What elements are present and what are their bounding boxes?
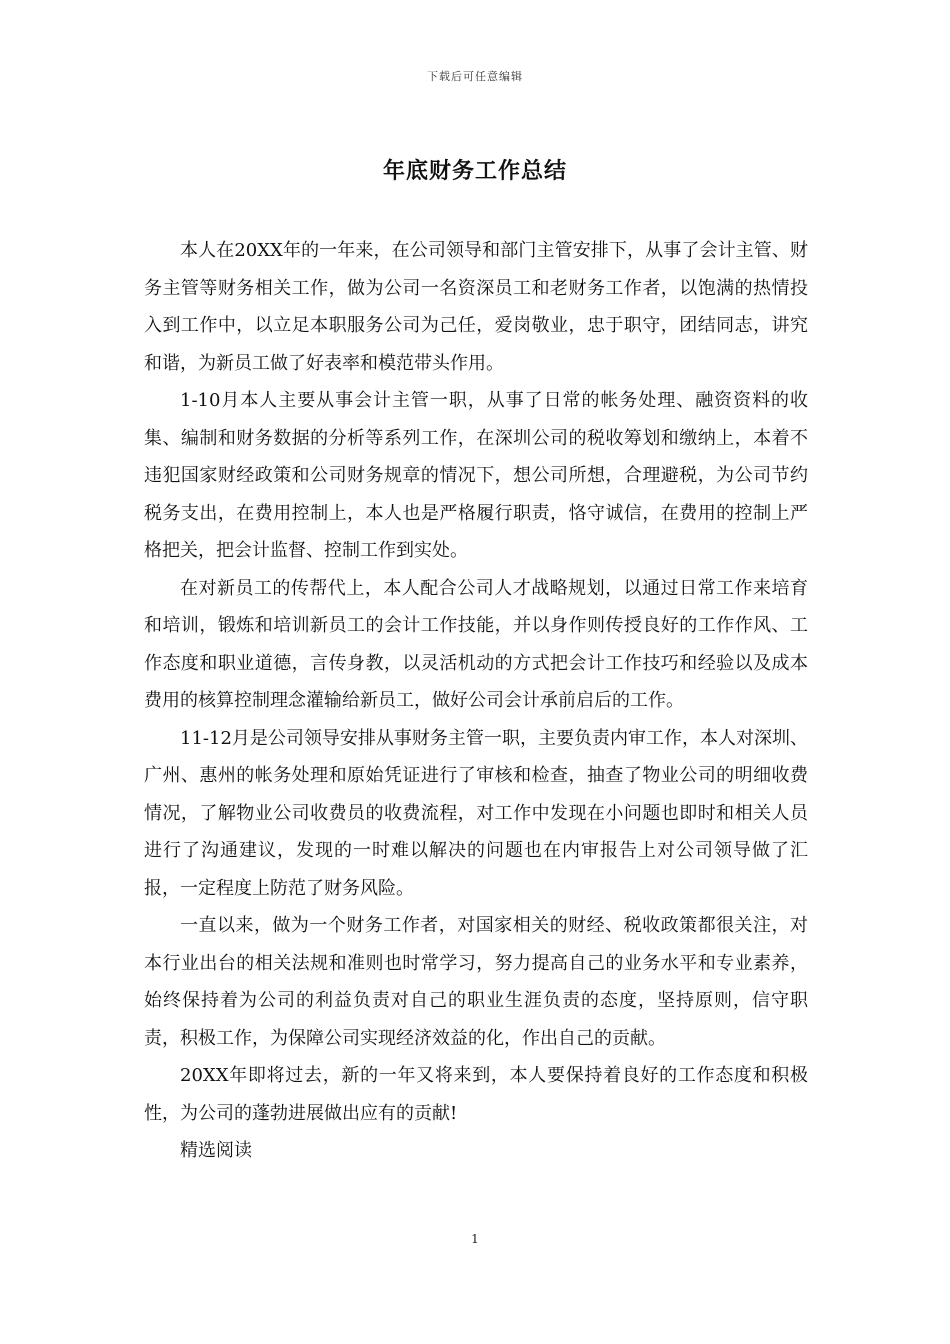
paragraph-staff-training: 在对新员工的传帮代上，本人配合公司人才战略规划，以通过日常工作来培育和培训，锻炼和培训新员工的会计工作技能，并以身作则传授良好的工作作风、工作态度和职业道德，言传身教，以灵活机动的方式把会计工作技巧和经验以及成本费用的核算控制理念灌输给新员工，做好公司会计承前启后的工作。	[144, 577, 808, 711]
paragraph-selected-reading: 精选阅读	[180, 1140, 252, 1161]
paragraph-outlook: 20XX年即将过去，新的一年又将来到，本人要保持着良好的工作态度和积极性，为公司的蓬勃进展做出应有的贡献!	[144, 1065, 808, 1124]
document-title: 年底财务工作总结	[382, 158, 567, 184]
document-body	[144, 232, 808, 1170]
paragraph-internal-audit: 11-12月是公司领导安排从事财务主管一职，主要负责内审工作，本人对深圳、广州、惠州的帐务处理和原始凭证进行了审核和检查，抽查了物业公司的明细收费情况，了解物业公司收费员的收费流程，对工作中发现在小问题也即时和相关人员进行了沟通建议，发现的一时难以解决的问题也在内审报告上对公司领导做了汇报，一定程度上防范了财务风险。	[144, 727, 808, 899]
header-note: 下载后可任意编辑	[427, 70, 523, 83]
page-number: 1	[471, 1232, 479, 1246]
paragraph-professional-growth: 一直以来，做为一个财务工作者，对国家相关的财经、税收政策都很关注，对本行业出台的相关法规和准则也时常学习，努力提高自己的业务水平和专业素养，始终保持着为公司的利益负责对自己的职业生涯负责的态度，坚持原则，信守职责，积极工作，为保障公司实现经济效益的化，作出自己的贡献。	[144, 915, 808, 1049]
paragraph-intro: 本人在20XX年的一年来，在公司领导和部门主管安排下，从事了会计主管、财务主管等财务相关工作，做为公司一名资深员工和老财务工作者，以饱满的热情投入到工作中，以立足本职服务公司为己任，爱岗敬业，忠于职守，团结同志，讲究和谐，为新员工做了好表率和模范带头作用。	[144, 240, 808, 374]
paragraph-accounting-supervisor: 1-10月本人主要从事会计主管一职，从事了日常的帐务处理、融资资料的收集、编制和财务数据的分析等系列工作，在深圳公司的税收筹划和缴纳上，本着不违犯国家财经政策和公司财务规章的情况下，想公司所想，合理避税，为公司节约税务支出，在费用控制上，本人也是严格履行职责，恪守诚信，在费用的控制上严格把关，把会计监督、控制工作到实处。	[144, 390, 808, 561]
